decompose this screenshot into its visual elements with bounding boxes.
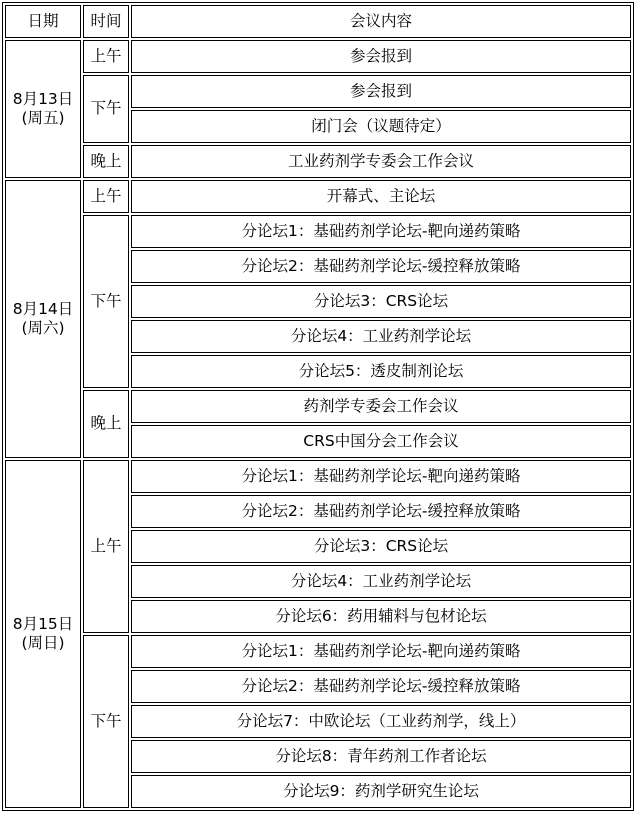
content-cell: 工业药剂学专委会工作会议 <box>131 145 631 178</box>
schedule-row <box>5 145 631 178</box>
content-cell: 分论坛7：中欧论坛（工业药剂学，线上） <box>131 705 631 738</box>
content-cell: 分论坛4：工业药剂学论坛 <box>131 565 631 598</box>
content-cell: 参会报到 <box>131 40 631 73</box>
content-cell: 分论坛3：CRS论坛 <box>131 285 631 318</box>
schedule-table <box>2 2 634 811</box>
time-cell: 下午 <box>83 75 129 143</box>
content-cell: 分论坛2：基础药剂学论坛-缓控释放策略 <box>131 495 631 528</box>
content-cell: 分论坛3：CRS论坛 <box>131 530 631 563</box>
content-cell: 闭门会（议题待定） <box>131 110 631 143</box>
header-content: 会议内容 <box>131 5 631 38</box>
schedule-row <box>5 390 631 423</box>
time-cell: 下午 <box>83 215 129 388</box>
content-cell: 分论坛1：基础药剂学论坛-靶向递药策略 <box>131 460 631 493</box>
content-cell: CRS中国分会工作会议 <box>131 425 631 458</box>
schedule-row <box>5 460 631 493</box>
schedule-row <box>5 180 631 213</box>
content-cell: 分论坛6：药用辅料与包材论坛 <box>131 600 631 633</box>
weekday-label: (周六) <box>21 319 65 337</box>
header-date: 日期 <box>5 5 81 38</box>
header-time: 时间 <box>83 5 129 38</box>
time-cell: 上午 <box>83 180 129 213</box>
content-cell: 分论坛4：工业药剂学论坛 <box>131 320 631 353</box>
content-cell: 分论坛2：基础药剂学论坛-缓控释放策略 <box>131 250 631 283</box>
time-cell: 晚上 <box>83 145 129 178</box>
time-cell: 下午 <box>83 635 129 808</box>
time-cell: 上午 <box>83 40 129 73</box>
date-cell <box>5 40 81 178</box>
content-cell: 开幕式、主论坛 <box>131 180 631 213</box>
content-cell: 药剂学专委会工作会议 <box>131 390 631 423</box>
schedule-body <box>5 5 631 808</box>
time-cell: 上午 <box>83 460 129 633</box>
content-cell: 分论坛1：基础药剂学论坛-靶向递药策略 <box>131 635 631 668</box>
date-label: 8月14日 <box>12 299 74 318</box>
schedule-row <box>5 635 631 668</box>
date-label: 8月13日 <box>12 89 74 108</box>
schedule-row <box>5 215 631 248</box>
schedule-row <box>5 40 631 73</box>
content-cell: 分论坛9：药剂学研究生论坛 <box>131 775 631 808</box>
date-cell <box>5 180 81 458</box>
time-cell: 晚上 <box>83 390 129 458</box>
header-row <box>5 5 631 38</box>
content-cell: 分论坛2：基础药剂学论坛-缓控释放策略 <box>131 670 631 703</box>
date-label: 8月15日 <box>12 614 74 633</box>
weekday-label: (周日) <box>21 634 65 652</box>
content-cell: 分论坛1：基础药剂学论坛-靶向递药策略 <box>131 215 631 248</box>
content-cell: 分论坛8：青年药剂工作者论坛 <box>131 740 631 773</box>
content-cell: 分论坛5：透皮制剂论坛 <box>131 355 631 388</box>
weekday-label: (周五) <box>21 109 65 127</box>
date-cell <box>5 460 81 808</box>
schedule-row <box>5 75 631 108</box>
content-cell: 参会报到 <box>131 75 631 108</box>
